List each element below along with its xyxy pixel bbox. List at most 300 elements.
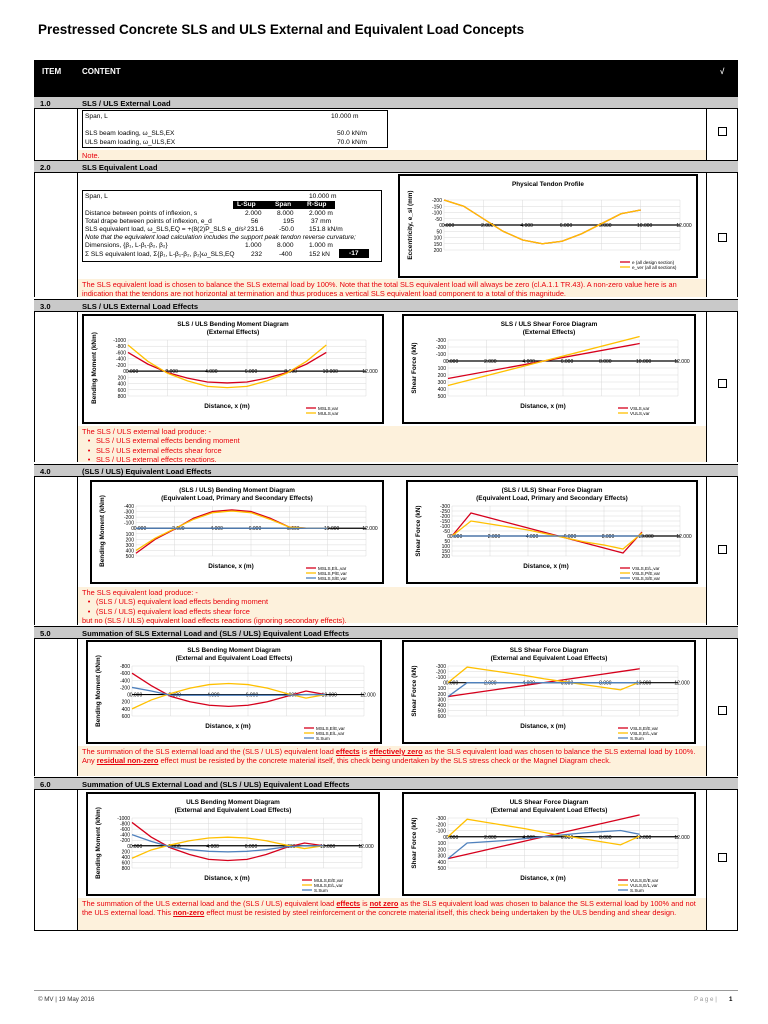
x-tick-label: 12.000 — [358, 843, 374, 850]
y-tick-label: 150 — [433, 241, 442, 248]
y-tick-label: -400 — [119, 832, 130, 839]
y-tick-label: 200 — [125, 537, 134, 544]
x-tick-label: 10.000 — [321, 692, 337, 699]
x-tick-label: 8.000 — [599, 834, 612, 841]
span-label: Span, L — [85, 113, 108, 120]
note-intro: The SLS equivalent load produce: - — [82, 588, 198, 597]
footer-page-label: P a g e | — [694, 996, 717, 1003]
y-tick-label: -150 — [431, 204, 442, 211]
x-tick-label: 6.000 — [560, 359, 574, 365]
y-tick-label: 200 — [121, 699, 130, 706]
y-tick-label: 200 — [437, 691, 446, 698]
y-tick-label: 200 — [441, 554, 450, 560]
y-tick-label: 100 — [125, 531, 134, 538]
x-tick-label: 4.000 — [207, 692, 220, 699]
y-tick-label: -100 — [435, 352, 446, 358]
series-line — [129, 673, 325, 706]
span-value: 10.000 m — [331, 113, 359, 120]
x-tick-label: 8.000 — [283, 843, 296, 850]
x-tick-label: 8.000 — [601, 534, 615, 540]
section-6-checkbox[interactable] — [718, 853, 727, 862]
y-tick-label: -800 — [119, 664, 130, 670]
chart-title: SLS Shear Force Diagram — [509, 647, 589, 654]
x-tick-label: 2.000 — [484, 834, 497, 841]
y-tick-label: 200 — [433, 248, 442, 254]
y-tick-label: -150 — [439, 519, 450, 525]
section-2-note: The SLS equivalent load is chosen to balance the SLS external load by 100%. Note that the total SLS equivalent load will always be zero (cl.A.1.1 TR.43). A non-zero value here is an indication that the tendons are not horizontal at termination and thus produces a vertical SLS equivalent load component to a total of this magnitude. — [78, 279, 706, 297]
sls-loading-value: 50.0 kN/m — [337, 130, 368, 137]
y-tick-label: -300 — [435, 816, 446, 822]
y-tick-label: 200 — [117, 375, 126, 382]
x-tick-label: 8.000 — [287, 526, 300, 533]
x-tick-label: 12.000 — [674, 834, 690, 841]
section-title: Summation of ULS External Load and (SLS / ULS) Equivalent Load Effects — [82, 780, 350, 789]
span-value: 10.000 m — [309, 193, 337, 200]
page-title: Prestressed Concrete SLS and ULS External and Equivalent Load Concepts — [38, 22, 525, 37]
x-tick-label: 2.000 — [484, 680, 497, 687]
legend-entry: S.Sum — [314, 888, 328, 893]
sum-l: 232 — [251, 251, 263, 258]
y-tick-label: -1000 — [117, 816, 130, 822]
note-intro: The SLS / ULS external load produce: - — [82, 427, 211, 436]
y-tick-label: -200 — [123, 515, 134, 522]
y-axis-label: Bending Moment (kNm) — [95, 655, 102, 727]
legend-entry: VSLS,var — [630, 406, 650, 411]
y-tick-label: -600 — [119, 671, 130, 678]
y-axis-label: Shear Force (kN) — [411, 817, 418, 869]
x-tick-label: 4.000 — [205, 369, 218, 376]
section-number: 2.0 — [40, 163, 51, 172]
y-axis-label: Bending Moment (kNm) — [99, 495, 106, 567]
dim-l: 1.000 — [245, 242, 262, 249]
y-tick-label: 100 — [441, 544, 450, 550]
y-tick-label: 100 — [437, 686, 446, 693]
x-tick-label: 10.000 — [322, 369, 338, 376]
sum-label: Σ SLS equivalent load, Σ{β₁, L-β₁-β₂, β₂}ω_SLS,EQ — [85, 251, 235, 258]
section-title: SLS Equivalent Load — [82, 163, 158, 172]
x-axis-label: Distance, x (m) — [520, 723, 566, 730]
legend-entry: MSLS,P/E,var — [318, 571, 347, 576]
y-tick-label: 0 — [127, 843, 130, 850]
x-tick-label: 12.000 — [362, 369, 378, 376]
item-column — [34, 477, 78, 625]
chart-subtitle: (External Effects) — [522, 329, 576, 336]
x-tick-label: 4.000 — [525, 534, 539, 540]
section-title: Summation of SLS External Load and (SLS / ULS) Equivalent Load Effects — [82, 629, 350, 638]
x-tick-label: 8.000 — [284, 692, 297, 699]
series-line — [441, 200, 641, 244]
table-header — [34, 60, 738, 96]
y-tick-label: -300 — [123, 509, 134, 516]
y-axis — [440, 504, 680, 560]
section-6-header — [34, 777, 738, 790]
section-2-header — [34, 160, 738, 173]
y-tick-label: 600 — [121, 860, 130, 867]
x-tick-label: 10.000 — [636, 359, 652, 365]
section-6-note: The summation of the ULS external load and the (SLS / ULS) equivalent load effects is not zero as the SLS equivalent load was chosen to balance the SLS external load by 100% and not the ULS external load. This non-zero effect must be resisted by steel reinforcement or the concrete material itself, this check being undertaken by the ULS bending and shear design. — [78, 898, 706, 930]
y-tick-label: 500 — [437, 866, 446, 872]
equivalent-load-table — [82, 190, 382, 262]
item-column — [34, 790, 78, 930]
x-tick-label: 2.000 — [172, 526, 185, 533]
sls-combined-shear-force-chart — [402, 640, 696, 744]
x-tick-label: 0.000 — [129, 692, 143, 699]
chart-svg — [84, 316, 382, 422]
chart-title: SLS / ULS Shear Force Diagram — [500, 321, 598, 328]
chart-svg — [404, 642, 694, 742]
footer-left: © MV | 19 May 2016 — [38, 996, 95, 1003]
x-tick-label: 8.000 — [599, 680, 612, 687]
x-tick-label: 6.000 — [244, 843, 258, 850]
drape-r: 37 mm — [311, 218, 332, 225]
y-tick-label: -250 — [439, 509, 450, 515]
note-bullet: • (SLS / ULS) equivalent load effects shear force — [87, 606, 250, 616]
sum-span: -400 — [279, 251, 293, 258]
x-tick-label: 12.000 — [676, 223, 692, 229]
section-title: (SLS / ULS) Equivalent Load Effects — [82, 467, 212, 476]
x-tick-label: 8.000 — [284, 369, 297, 376]
note-bullet: • (SLS / ULS) equivalent load effects bending moment — [87, 597, 269, 607]
x-axis-label: Distance, x (m) — [208, 563, 254, 570]
x-tick-label: 6.000 — [560, 680, 574, 687]
x-tick-label: 10.000 — [638, 534, 654, 540]
y-tick-label: -800 — [119, 821, 130, 828]
external-load-table — [82, 110, 388, 148]
y-tick-label: 400 — [437, 859, 446, 866]
y-tick-label: -100 — [123, 520, 134, 527]
section-2-checkbox[interactable] — [718, 233, 727, 242]
chart-title: (SLS / ULS) Shear Force Diagram — [501, 487, 603, 494]
x-tick-label: 2.000 — [165, 369, 178, 376]
legend-entry: MULS,var — [318, 411, 339, 416]
note-bullet: • SLS / ULS external effects reactions. — [87, 455, 217, 465]
y-tick-label: 400 — [117, 381, 126, 388]
x-tick-label: 12.000 — [674, 680, 690, 687]
x-tick-label: 0.000 — [445, 834, 459, 841]
y-tick-label: 400 — [121, 854, 130, 861]
legend-entry: e (all design section) — [632, 260, 675, 265]
x-tick-label: 10.000 — [324, 526, 340, 533]
y-tick-label: 200 — [121, 849, 130, 856]
x-tick-label: 6.000 — [248, 526, 262, 533]
x-tick-label: 4.000 — [210, 526, 223, 533]
section-3-header — [34, 299, 738, 312]
chart-subtitle: (External and Equivalent Load Effects) — [175, 655, 293, 662]
legend-entry: MSLS,E/L,var — [318, 566, 347, 571]
chart-subtitle: (External and Equivalent Load Effects) — [490, 655, 608, 662]
sls-uls-bending-moment-chart — [82, 314, 384, 424]
dist-r: 2.000 m — [309, 210, 333, 217]
sls-uls-shear-force-chart — [402, 314, 696, 424]
note-bullet: • SLS / ULS external effects shear force — [87, 445, 222, 455]
x-axis-label: Distance, x (m) — [204, 875, 250, 882]
dim-label: Dimensions, {β₁, L-β₁-β₂, β₂} — [85, 242, 168, 249]
span-label: Span, L — [85, 193, 108, 200]
y-tick-label: 300 — [437, 380, 446, 386]
y-tick-label: 500 — [125, 554, 134, 560]
y-tick-label: 400 — [121, 706, 130, 713]
x-tick-label: 10.000 — [637, 223, 653, 229]
header-item: ITEM — [42, 67, 62, 76]
legend-entry: MSLS,var — [318, 406, 339, 411]
x-tick-label: 2.000 — [168, 843, 181, 850]
chart-subtitle: (External and Equivalent Load Effects) — [490, 807, 608, 814]
y-axis-label: Eccentricity, e_sl (mm) — [407, 190, 414, 260]
y-tick-label: 800 — [121, 866, 130, 872]
section-3-checkbox[interactable] — [718, 379, 727, 388]
y-tick-label: -400 — [123, 504, 134, 510]
y-tick-label: 300 — [437, 853, 446, 860]
dim-r: 1.000 m — [309, 242, 333, 249]
x-tick-label: 0.000 — [445, 359, 459, 365]
section-number: 3.0 — [40, 302, 51, 311]
x-tick-label: 4.000 — [520, 223, 533, 229]
equiv-span: -50.0 — [279, 226, 295, 233]
chart-svg — [88, 642, 380, 742]
chart-title: SLS / ULS Bending Moment Diagram — [177, 321, 289, 328]
section-1-checkbox[interactable] — [718, 127, 727, 136]
y-axis — [436, 338, 678, 400]
y-tick-label: 0 — [439, 223, 442, 229]
equivalent-bending-moment-chart — [90, 480, 384, 584]
y-tick-label: 600 — [437, 714, 446, 720]
y-tick-label: -300 — [439, 504, 450, 510]
y-tick-label: 800 — [117, 394, 126, 400]
section-4-checkbox[interactable] — [718, 545, 727, 554]
x-tick-label: 4.000 — [206, 843, 219, 850]
section-number: 6.0 — [40, 780, 51, 789]
y-tick-label: 100 — [437, 841, 446, 847]
chart-title: ULS Bending Moment Diagram — [186, 799, 280, 806]
item-column — [34, 173, 78, 297]
y-axis-label: Bending Moment (kNm) — [91, 332, 98, 404]
x-tick-label: 0.000 — [129, 843, 143, 850]
chart-svg — [88, 794, 378, 894]
section-title: SLS / ULS External Load Effects — [82, 302, 199, 311]
x-axis-label: Distance, x (m) — [204, 403, 250, 410]
chart-svg — [408, 482, 696, 582]
legend-entry: MULS,E/E,var — [314, 878, 344, 883]
equivalent-shear-force-chart — [406, 480, 698, 584]
y-tick-label: 200 — [437, 373, 446, 379]
y-tick-label: 50 — [444, 539, 450, 545]
equiv-l: 231.6 — [247, 226, 264, 233]
series-line — [125, 345, 326, 388]
y-axis-label: Shear Force (kN) — [411, 665, 418, 717]
dim-span: 8.000 — [277, 242, 294, 249]
y-tick-label: -200 — [431, 198, 442, 204]
note-end: but no (SLS / ULS) equivalent load effects reactions (ignoring secondary effects). — [82, 616, 347, 626]
drape-label: Total drape between points of inflexion, e_d — [85, 218, 212, 225]
y-axis-label: Bending Moment (kNm) — [95, 807, 102, 879]
x-tick-label: 8.000 — [599, 223, 612, 229]
y-axis-label: Shear Force (kN) — [415, 505, 422, 557]
x-tick-label: 6.000 — [563, 534, 577, 540]
y-tick-label: -200 — [119, 838, 130, 845]
y-tick-label: 600 — [121, 714, 130, 720]
header-content: CONTENT — [82, 67, 121, 76]
uls-loading-label: ULS beam loading, ω_ULS,EX — [85, 139, 176, 146]
dist-span: 8.000 — [277, 210, 294, 217]
section-number: 5.0 — [40, 629, 51, 638]
x-tick-label: 0.000 — [441, 223, 455, 229]
y-tick-label: -50 — [434, 216, 442, 223]
chart-subtitle: (External and Equivalent Load Effects) — [174, 807, 292, 814]
x-axis-label: Distance, x (m) — [205, 723, 251, 730]
y-tick-label: -200 — [435, 669, 446, 676]
y-tick-label: -400 — [115, 356, 126, 363]
chart-subtitle: (Equivalent Load, Primary and Secondary Effects) — [161, 495, 313, 502]
y-tick-label: -100 — [439, 524, 450, 530]
y-tick-label: 100 — [437, 366, 446, 372]
legend-entry: MSLS,E/L,var — [316, 731, 345, 736]
x-tick-label: 2.000 — [484, 359, 497, 365]
y-tick-label: -50 — [442, 529, 450, 535]
legend-entry: S.Sum — [316, 736, 330, 741]
dist-l: 2.000 — [245, 210, 262, 217]
section-4-header — [34, 464, 738, 477]
y-tick-label: 100 — [433, 235, 442, 242]
section-1-note: Note. — [78, 150, 706, 160]
y-tick-label: 0 — [447, 534, 450, 540]
series-line — [129, 822, 324, 860]
y-tick-label: 500 — [437, 394, 446, 400]
y-tick-label: -100 — [435, 828, 446, 835]
y-tick-label: -200 — [119, 685, 130, 692]
section-3-note — [78, 426, 706, 465]
y-tick-label: -400 — [119, 678, 130, 685]
series-line — [445, 819, 640, 845]
drape-l: 56 — [251, 218, 259, 225]
legend-entry: S.Sum — [630, 888, 644, 893]
section-number: 1.0 — [40, 99, 51, 108]
legend-entry: VSLS,S/E,var — [632, 576, 661, 581]
chart-subtitle: (Equivalent Load, Primary and Secondary Effects) — [476, 495, 628, 502]
x-axis-label: Distance, x (m) — [520, 875, 566, 882]
y-tick-label: 0 — [443, 834, 446, 841]
x-tick-label: 8.000 — [599, 359, 612, 365]
y-tick-label: -200 — [439, 514, 450, 520]
y-tick-label: 400 — [437, 387, 446, 393]
equiv-label: SLS equivalent load, ω_SLS,EQ = +(8(2)P_SLS e_d/s² — [85, 226, 246, 233]
section-4-note — [78, 587, 706, 626]
section-1-header — [34, 96, 738, 109]
chart-title: ULS Shear Force Diagram — [509, 799, 589, 806]
x-tick-label: 12.000 — [674, 359, 690, 365]
y-tick-label: 300 — [437, 697, 446, 704]
x-tick-label: 6.000 — [244, 369, 258, 376]
y-tick-label: 500 — [437, 708, 446, 715]
x-tick-label: 4.000 — [522, 834, 535, 841]
y-axis — [436, 816, 678, 872]
x-tick-label: 6.000 — [559, 223, 573, 229]
drape-span: 195 — [283, 218, 295, 225]
uls-combined-shear-force-chart — [402, 792, 696, 896]
y-tick-label: 0 — [443, 359, 446, 365]
x-tick-label: 12.000 — [360, 692, 376, 699]
x-axis-label: Distance, x (m) — [523, 563, 569, 570]
x-tick-label: 2.000 — [481, 223, 494, 229]
y-tick-label: -200 — [115, 362, 126, 369]
legend-entry: VULS,E/E,var — [630, 878, 659, 883]
note-bullet: • SLS / ULS external effects bending moment — [87, 436, 240, 446]
y-tick-label: 150 — [441, 549, 450, 555]
chart-title: SLS Bending Moment Diagram — [187, 647, 281, 654]
x-tick-label: 6.000 — [560, 834, 574, 841]
legend-entry: VSLS,P/E,var — [632, 571, 661, 576]
y-tick-label: 0 — [443, 680, 446, 687]
chart-title: Physical Tendon Profile — [512, 181, 584, 188]
chart-svg — [404, 316, 694, 422]
legend-entry: VULS,E/L,var — [630, 883, 658, 888]
y-tick-label: -800 — [115, 344, 126, 351]
x-tick-label: 10.000 — [636, 834, 652, 841]
x-tick-label: 12.000 — [676, 534, 692, 540]
chart-subtitle: (External Effects) — [206, 329, 260, 336]
y-tick-label: 200 — [437, 847, 446, 854]
y-tick-label: -200 — [435, 822, 446, 829]
y-axis-label: Shear Force (kN) — [411, 342, 418, 394]
y-tick-label: -100 — [431, 210, 442, 217]
footer-page-number: 1 — [729, 996, 733, 1003]
equiv-r: 151.8 kN/m — [309, 226, 343, 233]
section-5-header — [34, 626, 738, 639]
chart-svg — [92, 482, 382, 582]
section-title: SLS / ULS External Load — [82, 99, 171, 108]
legend-entry: MSLS,S/E,var — [318, 576, 347, 581]
y-axis — [436, 664, 678, 720]
y-tick-label: -200 — [435, 345, 446, 351]
x-tick-label: 2.000 — [168, 692, 181, 699]
series-line — [441, 200, 641, 244]
y-tick-label: 400 — [437, 702, 446, 709]
x-tick-label: 2.000 — [487, 534, 501, 540]
item-column — [34, 312, 78, 462]
y-tick-label: 0 — [131, 526, 134, 533]
y-tick-label: 0 — [127, 692, 130, 699]
header-check: √ — [720, 67, 725, 76]
x-tick-label: 10.000 — [320, 843, 336, 850]
sum-r: 152 kN — [309, 251, 330, 258]
x-tick-label: 12.000 — [362, 526, 378, 533]
y-tick-label: 600 — [117, 387, 126, 394]
col-span: Span — [275, 201, 292, 208]
uls-combined-bending-moment-chart — [86, 792, 380, 896]
sls-combined-bending-moment-chart — [86, 640, 382, 744]
section-5-checkbox[interactable] — [718, 706, 727, 715]
y-tick-label: 0 — [123, 369, 126, 376]
y-tick-label: -300 — [435, 664, 446, 670]
section-5-note: The summation of the SLS external load and the (SLS / ULS) equivalent load effects is effectively zero as the SLS equivalent load was chosen to balance the SLS external load by 100%. Any residual non-zero effect must be resisted by the concrete material itself, this check being undertaken by the SLS stress check or the Magnel Diagram check. — [78, 746, 706, 776]
x-tick-label: 0.000 — [449, 534, 463, 540]
legend-entry: VULS,var — [630, 411, 650, 416]
sum-total: -17 — [339, 249, 369, 258]
x-tick-label: 4.000 — [522, 680, 535, 687]
x-tick-label: 0.000 — [133, 526, 147, 533]
col-l-sup: L-Sup — [237, 201, 256, 208]
chart-title: (SLS / ULS) Bending Moment Diagram — [179, 487, 295, 494]
legend-entry: VSLS,E/L,var — [630, 731, 658, 736]
y-tick-label: 300 — [125, 542, 134, 549]
x-tick-label: 10.000 — [636, 680, 652, 687]
y-tick-label: -100 — [435, 675, 446, 682]
x-tick-label: 6.000 — [245, 692, 259, 699]
legend-entry: e_ver (all all sections) — [632, 265, 677, 270]
curvature-note: Note that the equivalent load calculation includes the support peak tendon reverse curvature; — [85, 234, 356, 241]
legend-entry: MSLS,E/E,var — [316, 726, 345, 731]
legend-entry: VSLS,E/L,var — [632, 566, 660, 571]
section-number: 4.0 — [40, 467, 51, 476]
